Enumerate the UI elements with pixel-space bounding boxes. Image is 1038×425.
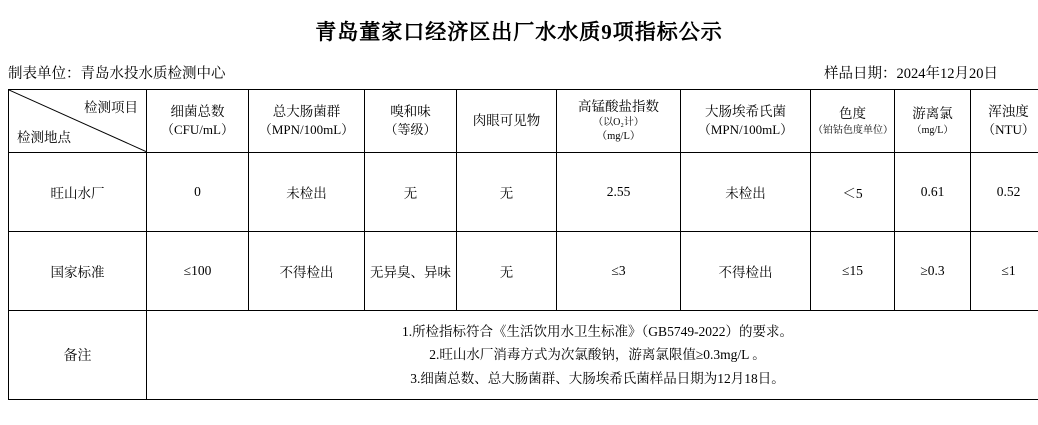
cell-plant-chromaticity: ＜5	[811, 153, 895, 232]
table-row	[9, 153, 1038, 232]
document-meta	[0, 50, 1038, 89]
note-line-3: 3.细菌总数、总大肠菌群、大肠埃希氏菌样品日期为12月18日。	[410, 370, 785, 386]
row-label-plant: 旺山水厂	[9, 153, 147, 232]
cell-standard-chromaticity: ≤15	[811, 232, 895, 311]
sample-date	[824, 62, 1030, 83]
cell-plant-odor-taste: 无	[365, 153, 457, 232]
column-header-chromaticity: 色度 （铂钴色度单位）	[811, 90, 895, 153]
cell-standard-turbidity: ≤1	[971, 232, 1038, 311]
cell-standard-total-coliform: 不得检出	[249, 232, 365, 311]
cell-plant-permanganate-index: 2.55	[557, 153, 681, 232]
sample-date-value: 2024年12月20日	[896, 66, 998, 82]
column-header-permanganate-index: 高锰酸盐指数 （以O₂计） （mg/L）	[557, 90, 681, 153]
prepared-by	[8, 62, 226, 83]
header-corner-bottom-label: 检测地点	[17, 130, 71, 145]
header-corner-top-label: 检测项目	[84, 100, 138, 115]
column-header-odor-taste: 嗅和味 （等级）	[365, 90, 457, 153]
cell-standard-bacteria-total: ≤100	[147, 232, 249, 311]
cell-standard-odor-taste: 无异臭、异味	[365, 232, 457, 311]
cell-standard-visible-matter: 无	[457, 232, 557, 311]
column-header-visible-matter: 肉眼可见物	[457, 90, 557, 153]
cell-standard-free-chlorine: ≥0.3	[895, 232, 971, 311]
cell-plant-visible-matter: 无	[457, 153, 557, 232]
sample-date-label: 样品日期：	[824, 66, 897, 82]
page-title: 青岛董家口经济区出厂水水质9项指标公示	[315, 20, 723, 44]
water-quality-table	[8, 89, 1038, 400]
column-header-turbidity: 浑浊度 （NTU）	[971, 90, 1038, 153]
row-label-national-standard: 国家标准	[9, 232, 147, 311]
table-header-row	[9, 90, 1038, 153]
cell-plant-free-chlorine: 0.61	[895, 153, 971, 232]
cell-standard-ecoli: 不得检出	[681, 232, 811, 311]
cell-plant-bacteria-total: 0	[147, 153, 249, 232]
cell-plant-ecoli: 未检出	[681, 153, 811, 232]
note-line-1: 1.所检指标符合《生活饮用水卫生标准》（GB5749-2022）的要求。	[401, 323, 794, 339]
prepared-by-value: 青岛水投水质检测中心	[80, 66, 226, 82]
prepared-by-label: 制表单位：	[8, 66, 81, 82]
notes-content	[147, 311, 1038, 400]
column-header-free-chlorine: 游离氯 （mg/L）	[895, 90, 971, 153]
table-notes-row	[9, 311, 1038, 400]
cell-plant-total-coliform: 未检出	[249, 153, 365, 232]
column-header-total-coliform: 总大肠菌群 （MPN/100mL）	[249, 90, 365, 153]
note-line-2: 2.旺山水厂消毒方式为次氯酸钠，游离氯限值≥0.3mg/L 。	[429, 347, 766, 363]
notes-label: 备注	[9, 311, 147, 400]
table-row	[9, 232, 1038, 311]
column-header-bacteria-total: 细菌总数 （CFU/mL）	[147, 90, 249, 153]
header-corner-cell	[9, 90, 147, 153]
cell-standard-permanganate-index: ≤3	[557, 232, 681, 311]
column-header-ecoli: 大肠埃希氏菌 （MPN/100mL）	[681, 90, 811, 153]
cell-plant-turbidity: 0.52	[971, 153, 1038, 232]
